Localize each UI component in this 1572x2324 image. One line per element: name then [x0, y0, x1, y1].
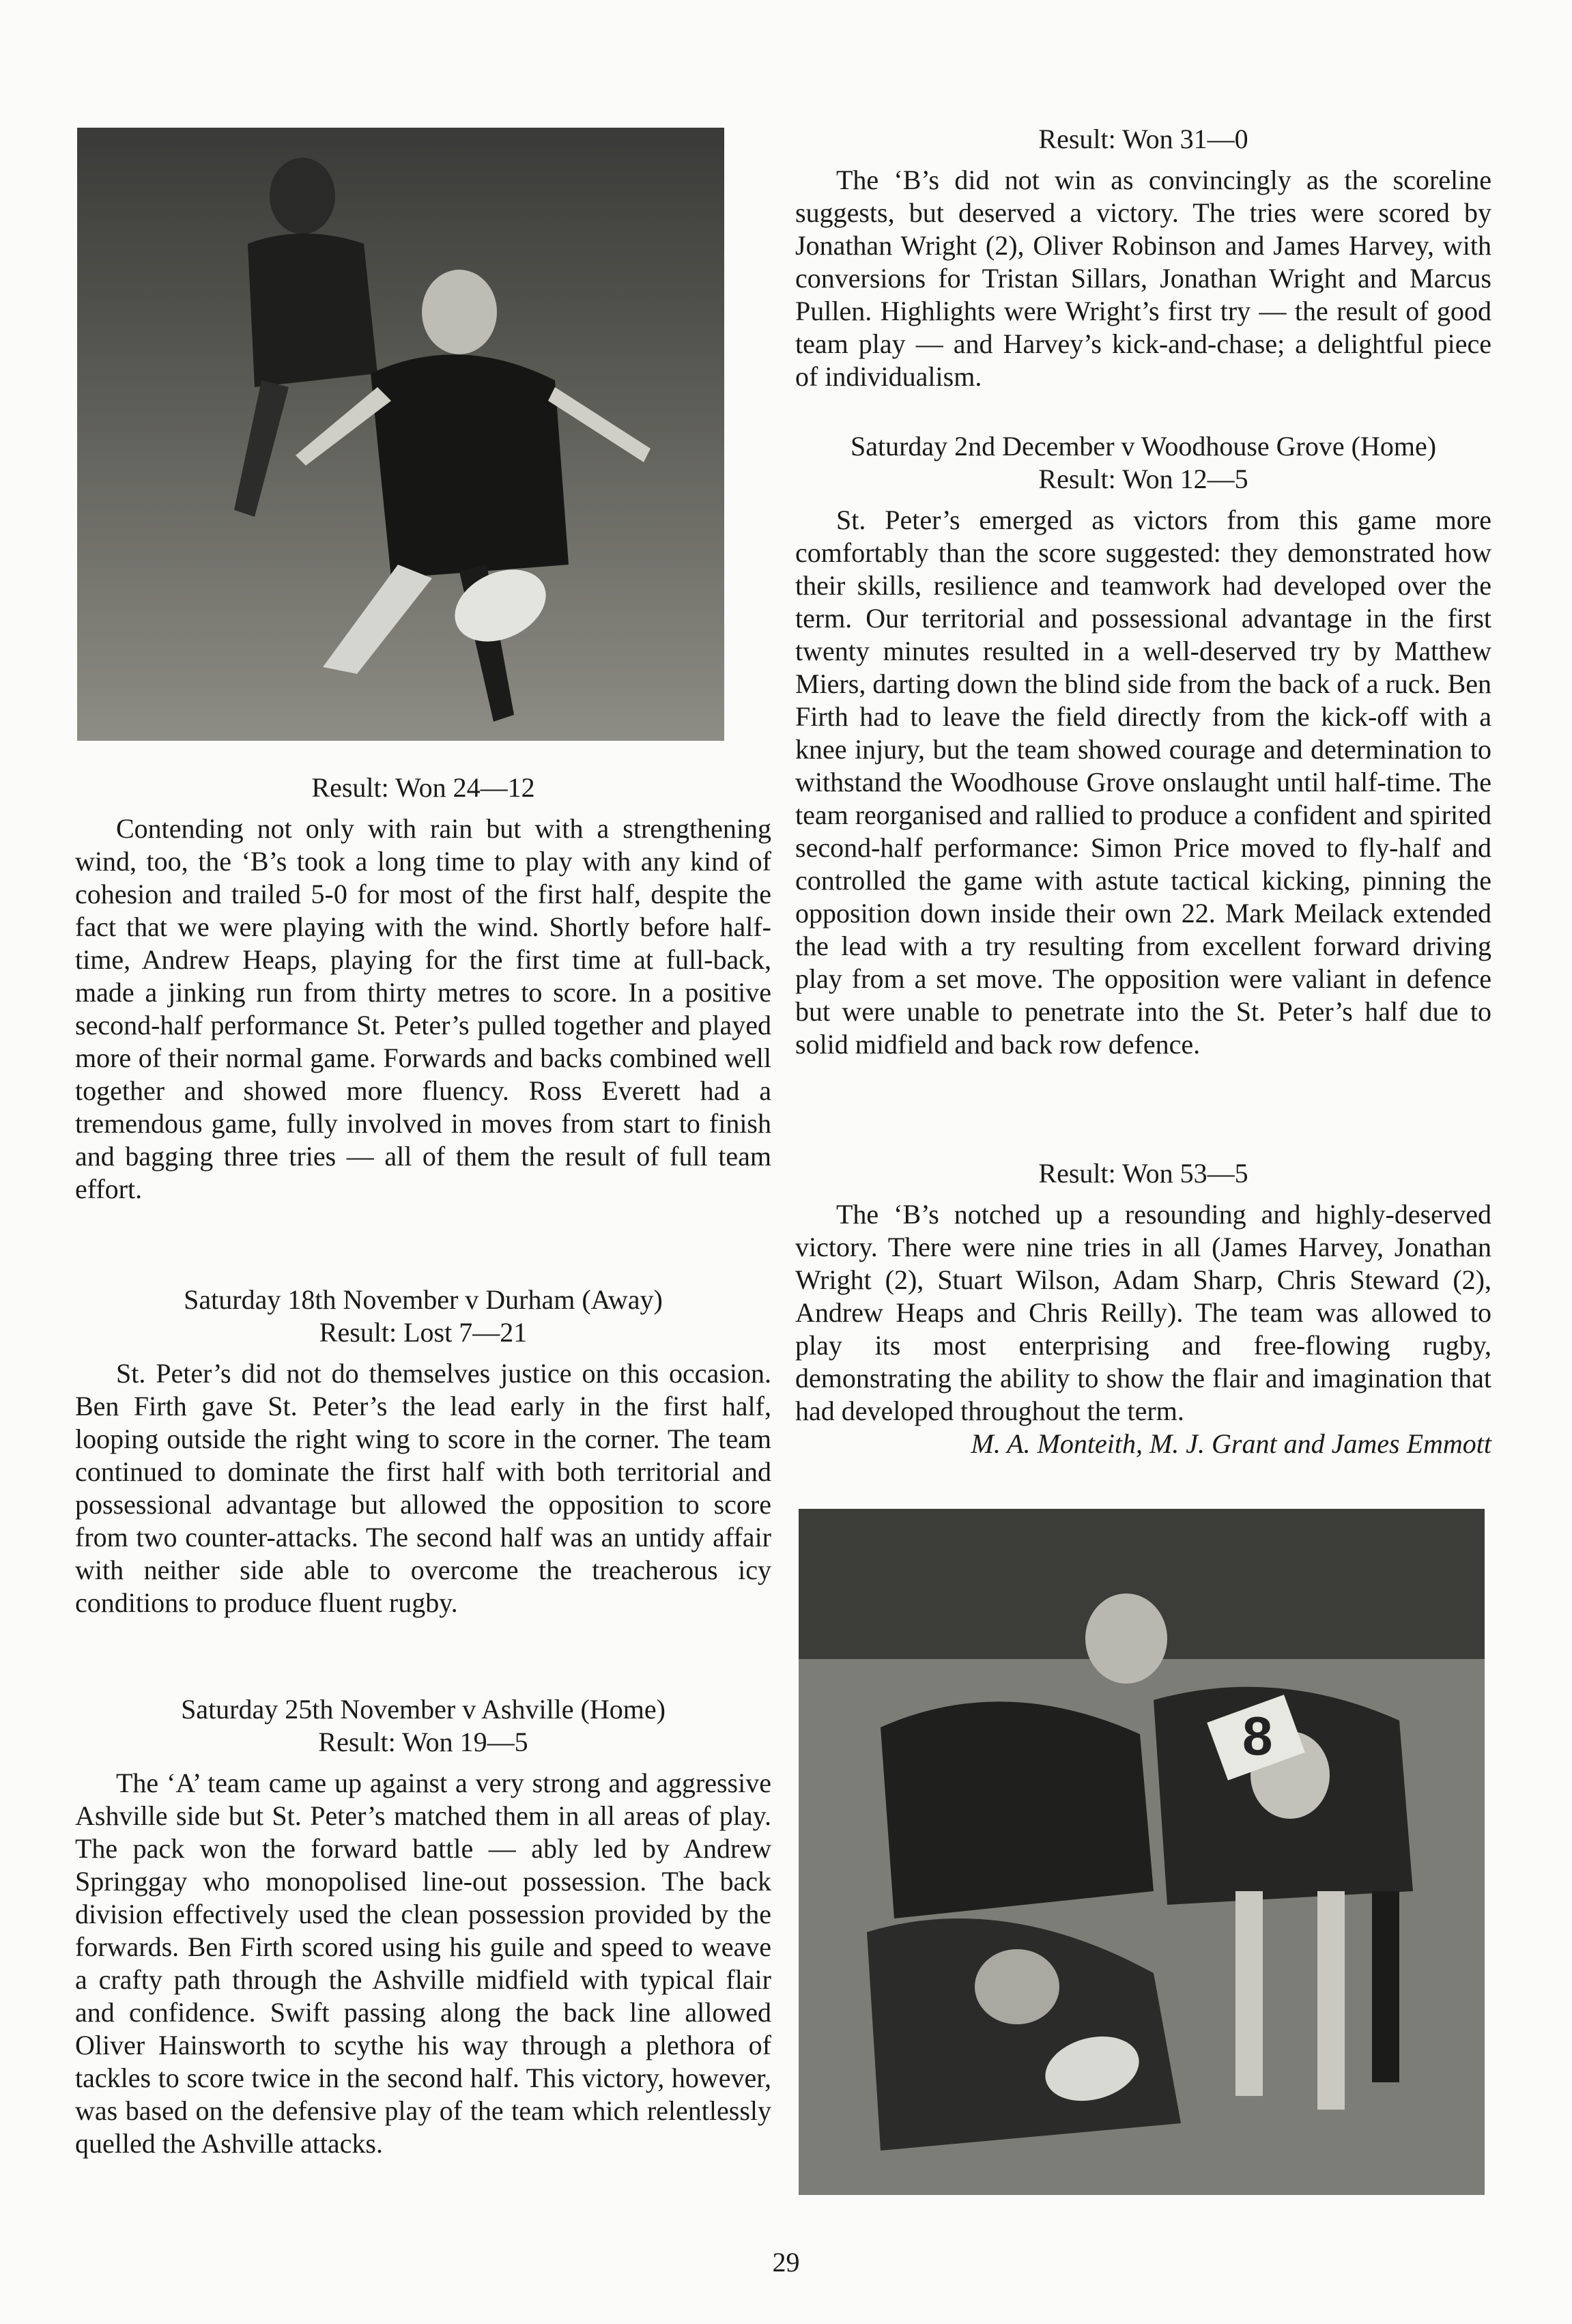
- section-result-31-0: [795, 123, 1491, 393]
- fixture-heading: Saturday 25th November v Ashville (Home): [181, 1694, 666, 1725]
- report-paragraph: St. Peter’s did not do themselves justice on this occasion. Ben Firth gave St. Peter’s the lead early in the first half, looping outside the right wing to score in the corner. The team continued to dominate the first half with both territorial and possessional advantage but allowed the opposition to score from two counter-attacks. The second half was an untidy affair with neither side able to overcome the treacherous icy conditions to produce fluent rugby.: [75, 1358, 771, 1618]
- fixture-heading: Saturday 2nd December v Woodhouse Grove (Home): [850, 431, 1437, 462]
- result-heading: Result: Won 31—0: [1038, 124, 1248, 154]
- section-woodhouse-grove: [795, 430, 1491, 1061]
- report-paragraph: Contending not only with rain but with a strengthening wind, too, the ‘B’s took a long time to play with any kind of cohesion and trailed 5-0 for most of the first half, despite the fact that we were playing with the wind. Shortly before half-time, Andrew Heaps, playing for the first time at full-back, made a jinking run from thirty metres to score. In a positive second-half performance St. Peter’s pulled together and played more of their normal game. Forwards and backs combined well together and showed more fluency. Ross Everett had a tremendous game, fully involved in moves from start to finish and bagging three tries — all of them the result of full team effort.: [75, 813, 771, 1204]
- page-number: 29: [772, 2247, 800, 2278]
- report-paragraph: The ‘B’s notched up a resounding and highly-deserved victory. There were nine tries in all (James Harvey, Jonathan Wright (2), Stuart Wilson, Adam Sharp, Chris Steward (2), Andrew Heaps and Chris Reilly). The team was allowed to play its most enterprising and free-flowing rugby, demonstrating the ability to show the flair and imagination that had developed throughout the term.: [795, 1199, 1491, 1426]
- authors-signature: M. A. Monteith, M. J. Grant and James Emmott: [971, 1428, 1491, 1459]
- report-paragraph: The ‘A’ team came up against a very strong and aggressive Ashville side but St. Peter’s matched them in all areas of play. The pack won the forward battle — ably led by Andrew Springgay who monopolised line-out possession. The back division effectively used the clean possession provided by the forwards. Ben Firth scored using his guile and speed to weave a crafty path through the Ashville midfield with typical flair and confidence. Swift passing along the back line allowed Oliver Hainsworth to scythe his way through a plethora of tackles to score twice in the second half. This victory, however, was based on the defensive play of the team which relentlessly quelled the Ashville attacks.: [75, 1768, 771, 2159]
- result-heading: Result: Won 53—5: [1038, 1158, 1248, 1189]
- result-heading: Result: Won 12—5: [1038, 464, 1248, 494]
- rugby-kick-illustration: [77, 128, 724, 741]
- result-heading: Result: Won 19—5: [318, 1727, 528, 1757]
- section-result-24-12: [75, 771, 771, 1206]
- section-ashville: [75, 1693, 771, 2160]
- section-result-53-5: [795, 1157, 1491, 1460]
- report-paragraph: St. Peter’s emerged as victors from this game more comfortably than the score suggested: they demonstrated how their skills, resilience and teamwork had developed over the term. Our territorial and possessional advantage in the first twenty minutes resulted in a well-deserved try by Matthew Miers, darting down the blind side from the back of a ruck. Ben Firth had to leave the field directly from the kick-off with a knee injury, but the team showed courage and determination to withstand the Woodhouse Grove onslaught until half-time. The team reorganised and rallied to produce a confident and spirited second-half performance: Simon Price moved to fly-half and controlled the game with astute tactical kicking, pinning the opposition down inside their own 22. Mark Meilack extended the lead with a try resulting from excellent forward driving play from a set move. The opposition were valiant in defence but were unable to penetrate into the St. Peter’s half due to solid midfield and back row defence.: [795, 505, 1491, 1060]
- report-paragraph: The ‘B’s did not win as convincingly as the scoreline suggests, but deserved a victory. The tries were scored by Jonathan Wright (2), Oliver Robinson and James Harvey, with conversions for Tristan Sillars, Jonathan Wright and Marcus Pullen. Highlights were Wright’s first try — the result of good team play — and Harvey’s kick-and-chase; a delightful piece of individualism.: [795, 165, 1491, 392]
- section-durham: [75, 1284, 771, 1619]
- result-heading: Result: Won 24—12: [311, 772, 535, 803]
- rugby-ruck-photo: [799, 1509, 1485, 2195]
- jersey-number: 8: [1242, 1705, 1273, 1766]
- rugby-ruck-illustration: [799, 1509, 1485, 2195]
- result-heading: Result: Lost 7—21: [319, 1317, 528, 1348]
- rugby-kick-photo: [77, 128, 724, 741]
- fixture-heading: Saturday 18th November v Durham (Away): [184, 1284, 663, 1315]
